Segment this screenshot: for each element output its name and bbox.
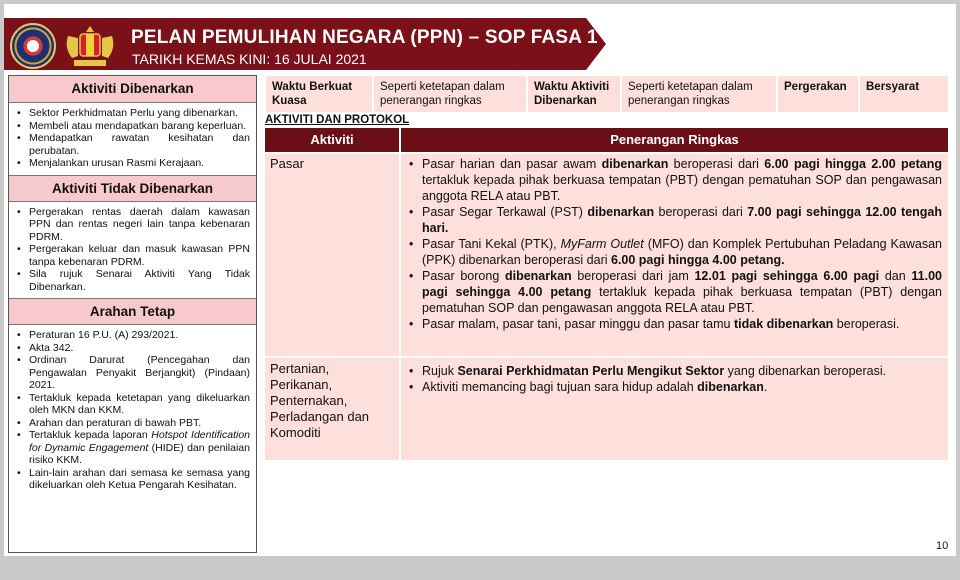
movement-value: Bersyarat — [860, 76, 948, 112]
description-item: • Rujuk Senarai Perkhidmatan Perlu Mengikut Sektor yang dibenarkan beroperasi. — [406, 363, 942, 379]
description-list — [406, 363, 942, 395]
list-item: • Sila rujuk Senarai Aktiviti Yang Tidak Dibenarkan. — [15, 268, 250, 293]
coat-of-arms-logo — [60, 22, 120, 70]
agency-logo — [10, 23, 56, 69]
description-item: • Pasar Tani Kekal (PTK), MyFarm Outlet (MFO) dan Komplek Pertubuhan Peladang Kawasan (PPK) dibenarkan beroperasi dari 6.00 pagi hingga 4.00 petang. — [406, 236, 942, 268]
section-heading-not-allowed: Aktiviti Tidak Dibenarkan — [9, 175, 256, 202]
column-header-activity: Aktiviti — [265, 128, 399, 152]
enforcement-time-label: Waktu Berkuat Kuasa — [266, 76, 372, 112]
activity-name: Pasar — [270, 156, 304, 171]
section-heading-allowed: Aktiviti Dibenarkan — [9, 76, 256, 103]
column-header-description: Penerangan Ringkas — [401, 128, 948, 152]
list-item: • Sektor Perkhidmatan Perlu yang dibenarkan. — [15, 107, 250, 120]
list-item: • Akta 342. — [15, 342, 250, 355]
update-date: TARIKH KEMAS KINI: 16 JULAI 2021 — [132, 51, 367, 67]
enforcement-time-value: Seperti ketetapan dalam penerangan ringkas — [374, 76, 526, 112]
description-item: • Pasar malam, pasar tani, pasar minggu dan pasar tamu tidak dibenarkan beroperasi. — [406, 316, 942, 332]
standing-orders-list — [9, 325, 256, 497]
list-item: • Arahan dan peraturan di bawah PBT. — [15, 417, 250, 430]
list-item: • Pergerakan keluar dan masuk kawasan PPN tanpa kebenaran PDRM. — [15, 243, 250, 268]
description-item: • Aktiviti memancing bagi tujuan sara hidup adalah dibenarkan. — [406, 379, 942, 395]
list-item: • Lain-lain arahan dari semasa ke semasa yang dikeluarkan oleh Ketua Pengarah Kesihatan. — [15, 467, 250, 492]
description-item: • Pasar borong dibenarkan beroperasi dari jam 12.01 pagi sehingga 6.00 pagi dan 11.00 pagi sehingga 4.00 petang tertakluk kepada pihak berkuasa tempatan (PBT) dengan pematuhan SOP dan pengawasan anggota RELA atau PBT. — [406, 268, 942, 316]
activity-time-value: Seperti ketetapan dalam penerangan ringkas — [622, 76, 776, 112]
not-allowed-activities-list — [9, 202, 256, 299]
list-item: • Tertakluk kepada ketetapan yang dikeluarkan oleh MKN dan KKM. — [15, 392, 250, 417]
list-item: • Mendapatkan rawatan kesihatan dan perubatan. — [15, 132, 250, 157]
description-list — [406, 156, 942, 332]
list-item: • Tertakluk kepada laporan Hotspot Identification for Dynamic Engagement (HIDE) dan penilaian risiko KKM. — [15, 429, 250, 467]
page-number: 10 — [936, 540, 949, 552]
activity-time-label: Waktu Aktiviti Dibenarkan — [528, 76, 620, 112]
description-item: • Pasar harian dan pasar awam dibenarkan beroperasi dari 6.00 pagi hingga 2.00 petang tertakluk kepada pihak berkuasa tempatan (PBT) dengan pematuhan SOP dan pengawasan anggota RELA atau PBT. — [406, 156, 942, 204]
allowed-activities-list — [9, 103, 256, 175]
list-item: • Ordinan Darurat (Pencegahan dan Pengawalan Penyakit Berjangkit) (Pindaan) 2021. — [15, 354, 250, 392]
table-cell — [265, 154, 399, 356]
movement-label: Pergerakan — [778, 76, 858, 112]
list-item: • Membeli atau mendapatkan barang keperluan. — [15, 120, 250, 133]
activity-name: Pertanian, Perikanan, Penternakan, Perladangan dan Komoditi — [270, 361, 370, 440]
description-item: • Pasar Segar Terkawal (PST) dibenarkan beroperasi dari 7.00 pagi sehingga 12.00 tengah hari. — [406, 204, 942, 236]
slide — [4, 4, 956, 556]
list-item: • Pergerakan rentas daerah dalam kawasan PPN dan rentas negeri lain tanpa kebenaran PDRM. — [15, 206, 250, 244]
section-heading-standing-orders: Arahan Tetap — [9, 298, 256, 325]
left-panel — [8, 75, 257, 553]
page-title: PELAN PEMULIHAN NEGARA (PPN) – SOP FASA 1 — [131, 27, 598, 48]
section-label: AKTIVITI DAN PROTOKOL — [265, 114, 410, 126]
list-item: • Peraturan 16 P.U. (A) 293/2021. — [15, 329, 250, 342]
list-item: • Menjalankan urusan Rasmi Kerajaan. — [15, 157, 250, 170]
